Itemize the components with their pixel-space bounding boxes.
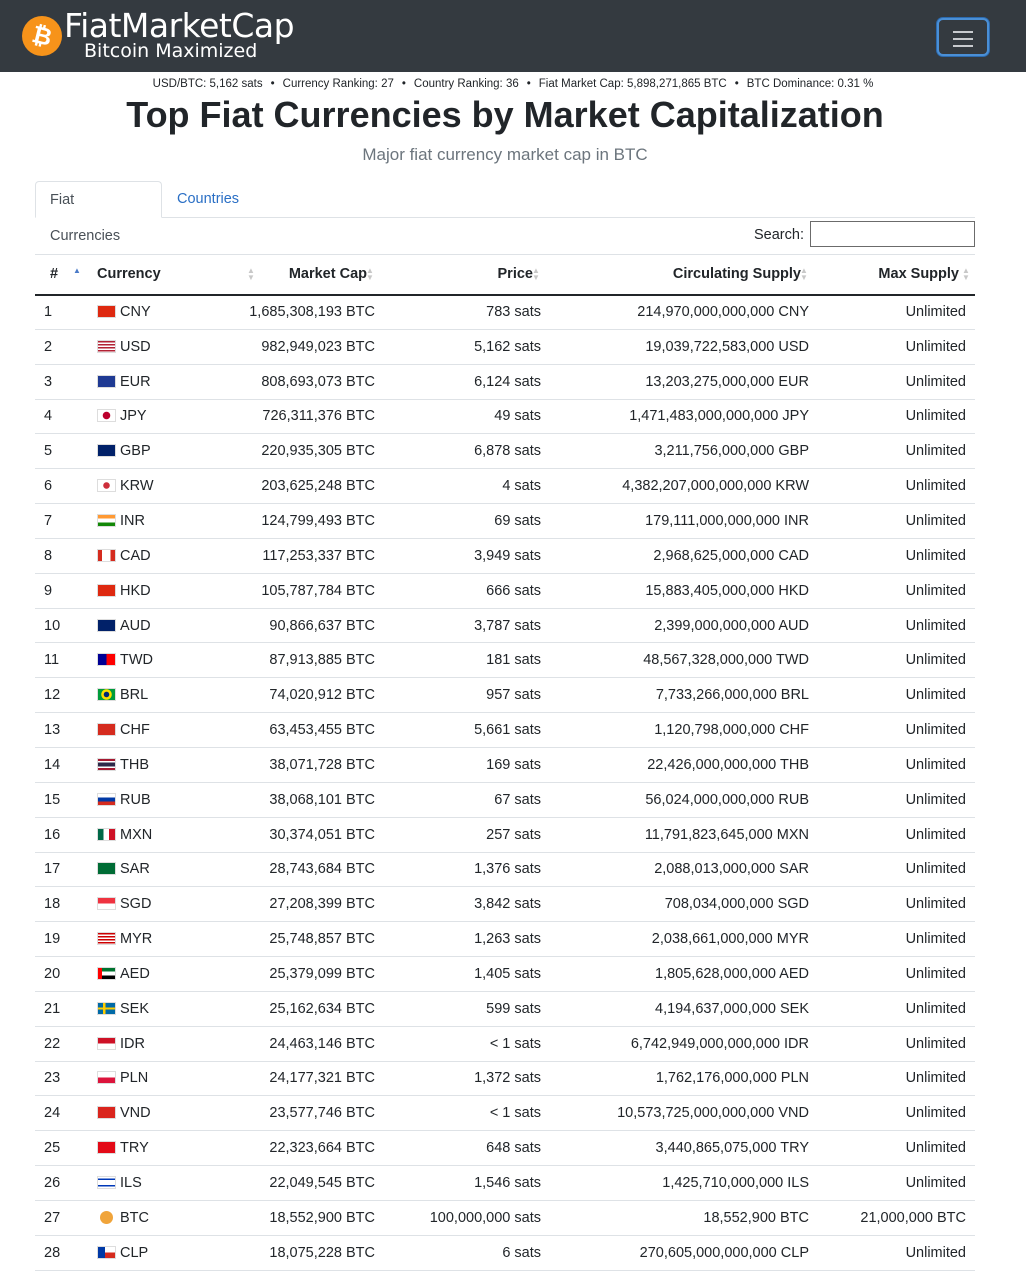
cell-market-cap: 38,068,101 BTC [211,782,379,817]
cell-circulating-supply: 270,605,000,000,000 CLP [545,1235,813,1270]
cell-rank: 20 [35,957,91,992]
currency-code: TRY [120,1140,149,1157]
cell-currency[interactable] [91,573,211,608]
cell-rank: 5 [35,434,91,469]
currency-code: VND [120,1105,151,1122]
table-row[interactable] [35,504,975,539]
cell-rank: 1 [35,295,91,330]
cell-market-cap: 105,787,784 BTC [211,573,379,608]
th-flag-icon [97,758,116,771]
table-row[interactable] [35,608,975,643]
cell-max-supply: Unlimited [813,608,975,643]
cell-rank: 7 [35,504,91,539]
tw-flag-icon [97,653,116,666]
cell-rank: 13 [35,713,91,748]
cell-market-cap: 25,162,634 BTC [211,991,379,1026]
cell-rank: 15 [35,782,91,817]
cell-max-supply: Unlimited [813,1026,975,1061]
search-label: Search: [754,227,804,243]
country-ranking-stat: Country Ranking: 36 [413,78,519,90]
cell-currency[interactable] [91,713,211,748]
ca-flag-icon [97,549,116,562]
cell-currency[interactable] [91,887,211,922]
cell-market-cap: 18,552,900 BTC [211,1200,379,1235]
cell-rank: 9 [35,573,91,608]
cell-currency[interactable] [91,504,211,539]
cell-max-supply: Unlimited [813,713,975,748]
au-flag-icon [97,619,116,632]
page-subtitle: Major fiat currency market cap in BTC [362,145,648,164]
table-row[interactable] [35,1166,975,1201]
column-header-max-supply[interactable]: Max Supply ▲ ▼ [813,255,975,295]
kr-flag-icon [97,479,116,492]
cell-currency[interactable] [91,922,211,957]
cell-max-supply: Unlimited [813,817,975,852]
cell-max-supply: Unlimited [813,329,975,364]
cell-currency[interactable] [91,399,211,434]
cell-currency[interactable] [91,538,211,573]
cell-currency[interactable] [91,1131,211,1166]
cell-max-supply: Unlimited [813,957,975,992]
sg-flag-icon [97,897,116,910]
cell-rank: 25 [35,1131,91,1166]
currency-ranking-stat: Currency Ranking: 27 [282,78,394,90]
cell-circulating-supply: 11,791,823,645,000 MXN [545,817,813,852]
currency-code: SAR [120,861,150,878]
market-stats-bar: USD/BTC: 5,162 sats • Currency Ranking: 27 • Country Ranking: 36 • Fiat Market Cap: 5,898,271,865 BTC • BTC Dominance: 0.31 % [152,78,874,90]
cell-market-cap: 726,311,376 BTC [211,399,379,434]
in-flag-icon [97,514,116,527]
fiat-market-cap-stat: Fiat Market Cap: 5,898,271,865 BTC [538,78,727,90]
navbar [0,0,1026,72]
my-flag-icon [97,932,116,945]
cl-flag-icon [97,1246,116,1259]
cell-circulating-supply: 1,425,710,000,000 ILS [545,1166,813,1201]
currency-code: AUD [120,617,151,634]
tab-fiat-currencies[interactable]: Fiat Currencies [35,181,162,218]
br-flag-icon [97,688,116,701]
cell-price: 1,372 sats [379,1061,545,1096]
currency-code: SGD [120,896,152,913]
cell-price: 3,787 sats [379,608,545,643]
cell-market-cap: 90,866,637 BTC [211,608,379,643]
pl-flag-icon [97,1071,116,1084]
cell-currency[interactable] [91,782,211,817]
table-row[interactable] [35,817,975,852]
table-header-row [35,255,975,295]
cell-rank: 12 [35,678,91,713]
cell-market-cap: 808,693,073 BTC [211,364,379,399]
cell-circulating-supply: 7,733,266,000,000 BRL [545,678,813,713]
currency-code: CNY [120,304,151,321]
currency-code: CLP [120,1244,149,1261]
cell-circulating-supply: 13,203,275,000,000 EUR [545,364,813,399]
cell-price: 1,546 sats [379,1166,545,1201]
cell-max-supply: Unlimited [813,364,975,399]
sa-flag-icon [97,862,116,875]
cell-max-supply: Unlimited [813,573,975,608]
bitcoin-logo-icon[interactable]: ₿ [22,16,62,56]
cell-currency[interactable] [91,1096,211,1131]
cell-market-cap: 27,208,399 BTC [211,887,379,922]
cell-market-cap: 203,625,248 BTC [211,469,379,504]
column-header-currency[interactable]: Currency ▲ ▼ [91,255,211,295]
cell-market-cap: 87,913,885 BTC [211,643,379,678]
us-flag-icon [97,340,116,353]
currency-code: BRL [120,687,149,704]
cell-rank: 23 [35,1061,91,1096]
cell-market-cap: 24,463,146 BTC [211,1026,379,1061]
cell-max-supply: Unlimited [813,1166,975,1201]
brand-title[interactable]: FiatMarketCap [64,6,295,45]
cell-price: < 1 sats [379,1096,545,1131]
cell-max-supply: 21,000,000 BTC [813,1200,975,1235]
currency-code: USD [120,338,151,355]
currency-code: MYR [120,931,153,948]
cell-market-cap: 117,253,337 BTC [211,538,379,573]
currency-code: KRW [120,478,154,495]
cell-rank: 2 [35,329,91,364]
currency-code: HKD [120,582,151,599]
page-title: Top Fiat Currencies by Market Capitalization [126,94,884,135]
cell-max-supply: Unlimited [813,399,975,434]
cell-price: 5,661 sats [379,713,545,748]
cell-price: < 1 sats [379,1026,545,1061]
cell-max-supply: Unlimited [813,991,975,1026]
cell-circulating-supply: 3,211,756,000,000 GBP [545,434,813,469]
cn-flag-icon [97,305,116,318]
cell-price: 5,162 sats [379,329,545,364]
cell-price: 1,263 sats [379,922,545,957]
cell-rank: 21 [35,991,91,1026]
cell-price: 49 sats [379,399,545,434]
mx-flag-icon [97,828,116,841]
table-row[interactable] [35,991,975,1026]
cell-rank: 6 [35,469,91,504]
ch-flag-icon [97,723,116,736]
cell-currency[interactable] [91,852,211,887]
table-row[interactable] [35,364,975,399]
jp-flag-icon [97,409,116,422]
table-row[interactable] [35,1026,975,1061]
sort-icon: ▲ ▼ [962,266,970,282]
cell-rank: 3 [35,364,91,399]
table-row[interactable] [35,957,975,992]
sort-ascending-icon: ▲ [73,266,81,275]
cell-max-supply: Unlimited [813,504,975,539]
btc-flag-icon [100,1211,113,1224]
cell-currency[interactable] [91,469,211,504]
currency-code: JPY [120,408,147,425]
cell-price: 3,842 sats [379,887,545,922]
cell-max-supply: Unlimited [813,1061,975,1096]
cell-rank: 28 [35,1235,91,1270]
cell-market-cap: 22,049,545 BTC [211,1166,379,1201]
table-row[interactable] [35,538,975,573]
currency-code: PLN [120,1070,149,1087]
table-row[interactable] [35,1235,975,1270]
cell-market-cap: 1,685,308,193 BTC [211,295,379,330]
se-flag-icon [97,1002,116,1015]
cell-circulating-supply: 10,573,725,000,000,000 VND [545,1096,813,1131]
currency-code: ILS [120,1175,142,1192]
tr-flag-icon [97,1141,116,1154]
sort-icon: ▲ ▼ [532,266,540,282]
currency-code: RUB [120,791,151,808]
column-header-market-cap[interactable]: Market Cap ▲ ▼ [211,255,379,295]
cell-currency[interactable] [91,747,211,782]
cell-currency[interactable] [91,434,211,469]
cell-max-supply: Unlimited [813,1131,975,1166]
table-row[interactable] [35,678,975,713]
table-row[interactable] [35,329,975,364]
table-row[interactable] [35,747,975,782]
table-row[interactable] [35,1131,975,1166]
usd-btc-stat: USD/BTC: 5,162 sats [152,78,263,90]
cell-circulating-supply: 2,088,013,000,000 SAR [545,852,813,887]
currency-code: IDR [120,1035,145,1052]
cell-circulating-supply: 2,968,625,000,000 CAD [545,538,813,573]
cell-max-supply: Unlimited [813,922,975,957]
cell-max-supply: Unlimited [813,434,975,469]
id-flag-icon [97,1037,116,1050]
cell-circulating-supply: 4,194,637,000,000 SEK [545,991,813,1026]
cell-currency[interactable] [91,295,211,330]
cell-max-supply: Unlimited [813,678,975,713]
btc-dominance-stat: BTC Dominance: 0.31 % [746,78,874,90]
cell-market-cap: 18,075,228 BTC [211,1235,379,1270]
sort-icon: ▲ ▼ [247,266,255,282]
sort-icon: ▲ ▼ [800,266,808,282]
cell-max-supply: Unlimited [813,643,975,678]
currency-code: MXN [120,826,153,843]
cell-circulating-supply: 2,038,661,000,000 MYR [545,922,813,957]
cell-currency[interactable] [91,608,211,643]
table-row[interactable] [35,573,975,608]
hk-flag-icon [97,584,116,597]
cell-circulating-supply: 1,120,798,000,000 CHF [545,713,813,748]
cell-price: 6,878 sats [379,434,545,469]
cell-currency[interactable] [91,329,211,364]
cell-market-cap: 22,323,664 BTC [211,1131,379,1166]
cell-circulating-supply: 22,426,000,000,000 THB [545,747,813,782]
cell-rank: 10 [35,608,91,643]
cell-currency[interactable] [91,1061,211,1096]
cell-price: 648 sats [379,1131,545,1166]
cell-price: 67 sats [379,782,545,817]
cell-price: 4 sats [379,469,545,504]
currency-code: CHF [120,722,150,739]
cell-circulating-supply: 3,440,865,075,000 TRY [545,1131,813,1166]
column-header-price[interactable]: Price ▲ ▼ [379,255,545,295]
cell-market-cap: 25,379,099 BTC [211,957,379,992]
ae-flag-icon [97,967,116,980]
cell-market-cap: 124,799,493 BTC [211,504,379,539]
cell-rank: 22 [35,1026,91,1061]
cell-circulating-supply: 1,762,176,000,000 PLN [545,1061,813,1096]
cell-max-supply: Unlimited [813,747,975,782]
gb-flag-icon [97,444,116,457]
cell-price: 1,376 sats [379,852,545,887]
cell-circulating-supply: 15,883,405,000,000 HKD [545,573,813,608]
cell-price: 6,124 sats [379,364,545,399]
cell-rank: 11 [35,643,91,678]
cell-price: 599 sats [379,991,545,1026]
cell-market-cap: 220,935,305 BTC [211,434,379,469]
cell-circulating-supply: 1,805,628,000,000 AED [545,957,813,992]
cell-price: 1,405 sats [379,957,545,992]
cell-price: 100,000,000 sats [379,1200,545,1235]
cell-currency[interactable] [91,643,211,678]
table-row[interactable] [35,887,975,922]
ru-flag-icon [97,793,116,806]
cell-circulating-supply: 2,399,000,000,000 AUD [545,608,813,643]
cell-circulating-supply: 179,111,000,000,000 INR [545,504,813,539]
table-row[interactable] [35,1061,975,1096]
cell-market-cap: 25,748,857 BTC [211,922,379,957]
cell-price: 666 sats [379,573,545,608]
cell-market-cap: 74,020,912 BTC [211,678,379,713]
cell-currency[interactable] [91,817,211,852]
cell-market-cap: 24,177,321 BTC [211,1061,379,1096]
hamburger-menu-icon[interactable] [937,18,989,56]
cell-max-supply: Unlimited [813,295,975,330]
cell-rank: 16 [35,817,91,852]
cell-rank: 4 [35,399,91,434]
table-row[interactable] [35,295,975,330]
il-flag-icon [97,1176,116,1189]
cell-price: 181 sats [379,643,545,678]
cell-currency[interactable] [91,364,211,399]
sort-icon: ▲ ▼ [366,266,374,282]
table-row[interactable] [35,434,975,469]
currency-code: AED [120,965,150,982]
cell-price: 257 sats [379,817,545,852]
table-row[interactable] [35,469,975,504]
table-row[interactable] [35,713,975,748]
cell-max-supply: Unlimited [813,782,975,817]
cell-rank: 18 [35,887,91,922]
cell-price: 783 sats [379,295,545,330]
cell-currency[interactable] [91,1235,211,1270]
eu-flag-icon [97,375,116,388]
cell-currency[interactable] [91,678,211,713]
cell-currency[interactable] [91,1200,211,1235]
cell-market-cap: 28,743,684 BTC [211,852,379,887]
cell-market-cap: 30,374,051 BTC [211,817,379,852]
cell-circulating-supply: 214,970,000,000,000 CNY [545,295,813,330]
cell-max-supply: Unlimited [813,538,975,573]
currency-code: TWD [120,652,154,669]
table-row[interactable] [35,1096,975,1131]
cell-market-cap: 38,071,728 BTC [211,747,379,782]
brand-tagline: Bitcoin Maximized [84,40,258,62]
cell-rank: 24 [35,1096,91,1131]
table-row[interactable] [35,1200,975,1235]
currency-code: BTC [120,1209,149,1226]
cell-market-cap: 63,453,455 BTC [211,713,379,748]
cell-max-supply: Unlimited [813,887,975,922]
cell-currency[interactable] [91,957,211,992]
currency-code: CAD [120,547,151,564]
column-header-circulating-supply[interactable]: Circulating Supply ▲ ▼ [545,255,813,295]
table-row[interactable] [35,782,975,817]
table-row[interactable] [35,643,975,678]
cell-max-supply: Unlimited [813,1096,975,1131]
currency-code: GBP [120,443,151,460]
cell-circulating-supply: 18,552,900 BTC [545,1200,813,1235]
cell-market-cap: 23,577,746 BTC [211,1096,379,1131]
cell-price: 69 sats [379,504,545,539]
cell-circulating-supply: 6,742,949,000,000,000 IDR [545,1026,813,1061]
cell-rank: 26 [35,1166,91,1201]
currency-code: INR [120,512,145,529]
cell-currency[interactable] [91,1166,211,1201]
cell-rank: 19 [35,922,91,957]
cell-rank: 27 [35,1200,91,1235]
table-row[interactable] [35,852,975,887]
cell-price: 169 sats [379,747,545,782]
cell-market-cap: 982,949,023 BTC [211,329,379,364]
cell-price: 957 sats [379,678,545,713]
vn-flag-icon [97,1106,116,1119]
currency-code: SEK [120,1000,150,1017]
column-header-rank[interactable]: # ▲ [35,255,91,295]
table-row[interactable] [35,399,975,434]
cell-circulating-supply: 56,024,000,000,000 RUB [545,782,813,817]
tab-countries[interactable]: Countries [177,191,240,207]
table-row[interactable] [35,922,975,957]
cell-max-supply: Unlimited [813,1235,975,1270]
cell-price: 3,949 sats [379,538,545,573]
cell-circulating-supply: 4,382,207,000,000,000 KRW [545,469,813,504]
cell-circulating-supply: 708,034,000,000 SGD [545,887,813,922]
cell-rank: 14 [35,747,91,782]
currency-table [35,254,975,1271]
cell-rank: 17 [35,852,91,887]
cell-max-supply: Unlimited [813,852,975,887]
currency-code: EUR [120,373,151,390]
cell-currency[interactable] [91,991,211,1026]
cell-circulating-supply: 19,039,722,583,000 USD [545,329,813,364]
cell-max-supply: Unlimited [813,469,975,504]
cell-rank: 8 [35,538,91,573]
currency-code: THB [120,756,149,773]
cell-price: 6 sats [379,1235,545,1270]
cell-circulating-supply: 48,567,328,000,000 TWD [545,643,813,678]
cell-currency[interactable] [91,1026,211,1061]
search-input[interactable] [810,221,975,247]
cell-circulating-supply: 1,471,483,000,000,000 JPY [545,399,813,434]
